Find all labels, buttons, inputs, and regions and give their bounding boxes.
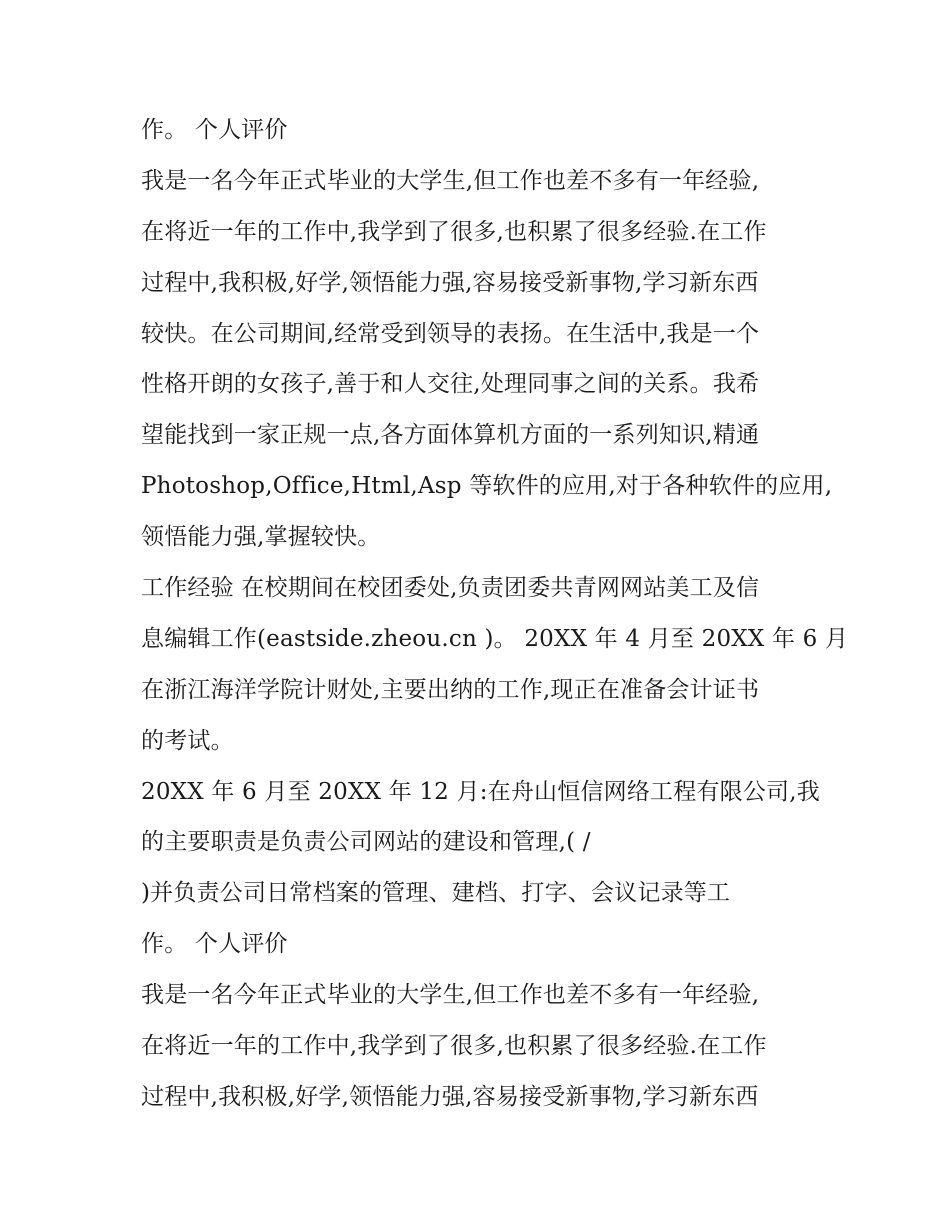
- text-line: 过程中,我积极,好学,领悟能力强,容易接受新事物,学习新东西: [141, 1083, 759, 1110]
- text-line: 作。 个人评价: [141, 117, 288, 143]
- text-line: 的主要职责是负责公司网站的建设和管理,( /: [141, 829, 591, 856]
- text-line: 我是一名今年正式毕业的大学生,但工作也差不多有一年经验,: [141, 982, 760, 1009]
- text-line: 工作经验 在校期间在校团委处,负责团委共青网网站美工及信: [141, 575, 760, 602]
- text-line: 较快。在公司期间,经常受到领导的表扬。在生活中,我是一个: [141, 320, 760, 347]
- text-line: 作。 个人评价: [141, 931, 288, 958]
- text-line: 望能找到一家正规一点,各方面体算机方面的一系列知识,精通: [141, 422, 760, 449]
- text-line: )并负责公司日常档案的管理、建档、打字、会议记录等工: [141, 880, 731, 907]
- text-line: 的考试。: [141, 727, 234, 754]
- text-line: Photoshop,Office,Html,Asp 等软件的应用,对于各种软件的应用,: [141, 473, 833, 500]
- text-line: 20XX 年 6 月至 20XX 年 12 月:在舟山恒信网络工程有限公司,我: [141, 778, 820, 805]
- text-line: 在浙江海洋学院计财处,主要出纳的工作,现正在准备会计证书: [141, 676, 760, 703]
- text-line: 我是一名今年正式毕业的大学生,但工作也差不多有一年经验,: [141, 167, 760, 194]
- text-line: 在将近一年的工作中,我学到了很多,也积累了很多经验.在工作: [141, 218, 767, 245]
- text-line: 领悟能力强,掌握较快。: [141, 524, 381, 551]
- text-line: 性格开朗的女孩子,善于和人交往,处理同事之间的关系。我希: [141, 371, 760, 398]
- document-body: [141, 105, 849, 1123]
- text-line: 过程中,我积极,好学,领悟能力强,容易接受新事物,学习新东西: [141, 269, 759, 296]
- text-line: 息编辑工作(eastside.zheou.cn )。 20XX 年 4 月至 20XX 年 6 月: [141, 625, 849, 652]
- text-line: 在将近一年的工作中,我学到了很多,也积累了很多经验.在工作: [141, 1033, 767, 1060]
